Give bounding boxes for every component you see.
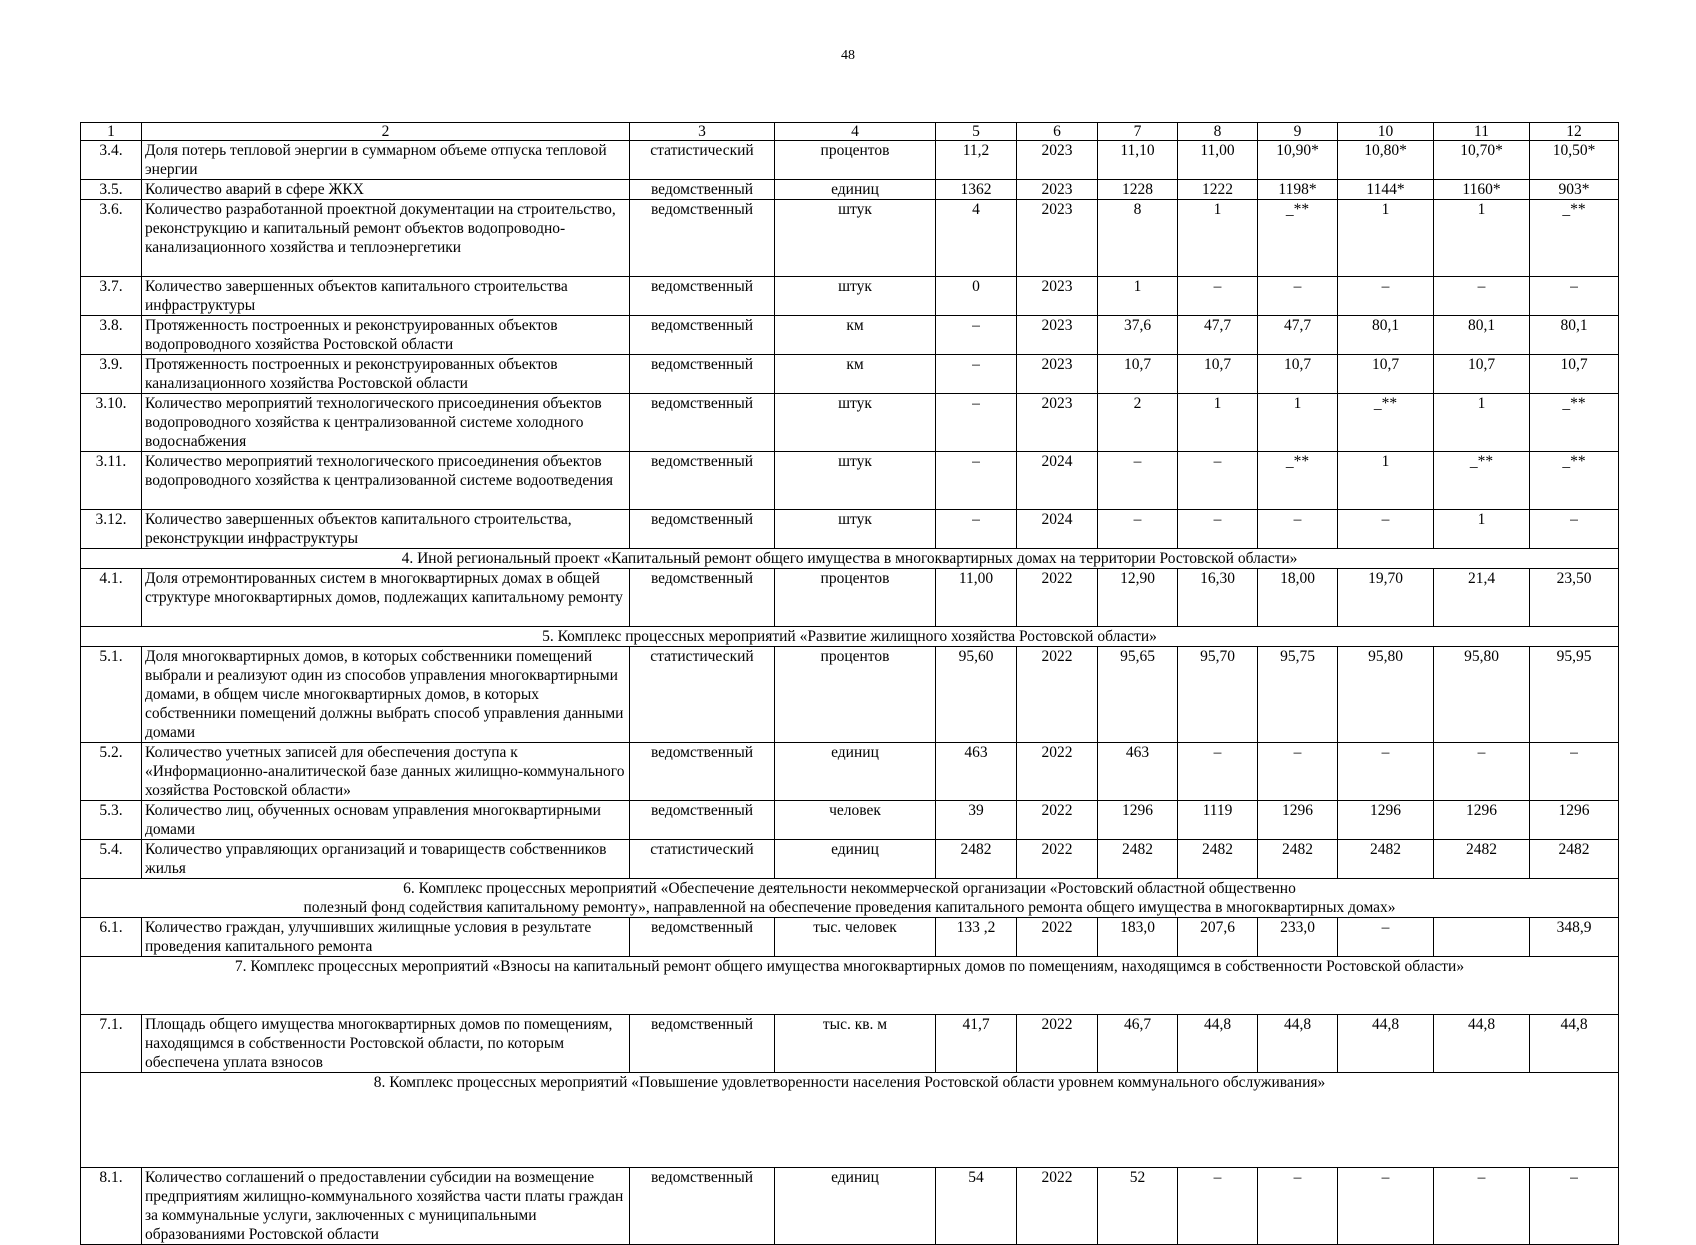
section-title <box>81 879 1619 918</box>
value-col-12-cell: 903* <box>1530 180 1619 200</box>
column-number-header: 9 <box>1258 123 1338 141</box>
base-value-cell: – <box>936 316 1017 355</box>
unit-cell: км <box>775 355 936 394</box>
section-title-line: 6. Комплекс процессных мероприятий «Обеспечение деятельности некоммерческой организации «Ростовский областной общественно <box>403 880 1296 897</box>
indicator-type-cell: статистический <box>630 141 775 180</box>
value-col-12-cell: 80,1 <box>1530 316 1619 355</box>
table-row <box>81 840 1619 879</box>
unit-cell: единиц <box>775 743 936 801</box>
table-row <box>81 452 1619 510</box>
indicator-name-cell: Количество мероприятий технологического присоединения объектов водопроводного хозяйства к централизованной системе холодного водоснабжения <box>142 394 630 452</box>
value-col-11-cell: 2482 <box>1434 840 1530 879</box>
base-year-cell: 2022 <box>1017 801 1098 840</box>
value-col-8-cell: 10,7 <box>1178 355 1258 394</box>
indicator-name-cell: Количество соглашений о предоставлении субсидии на возмещение предприятиям жилищно-коммунального хозяйства части платы граждан за коммунальные услуги, заключенных с муниципальными образованиями Ростовской области <box>142 1168 630 1245</box>
value-col-8-cell: – <box>1178 1168 1258 1245</box>
value-col-9-cell: 44,8 <box>1258 1015 1338 1073</box>
base-year-cell: 2023 <box>1017 394 1098 452</box>
indicator-type-cell: ведомственный <box>630 452 775 510</box>
value-col-9-cell: – <box>1258 1168 1338 1245</box>
value-col-10-cell: _** <box>1338 394 1434 452</box>
value-col-10-cell: – <box>1338 510 1434 549</box>
value-col-7-cell: 2482 <box>1098 840 1178 879</box>
row-number-cell: 3.4. <box>81 141 142 180</box>
value-col-10-cell: 44,8 <box>1338 1015 1434 1073</box>
section-header-row <box>81 549 1619 569</box>
row-number-cell: 8.1. <box>81 1168 142 1245</box>
indicator-name-cell: Количество аварий в сфере ЖКХ <box>142 180 630 200</box>
section-title-line: 8. Комплекс процессных мероприятий «Повышение удовлетворенности населения Ростовской области уровнем коммунального обслуживания» <box>373 1074 1326 1091</box>
unit-cell: штук <box>775 394 936 452</box>
value-col-7-cell: 1228 <box>1098 180 1178 200</box>
indicator-type-cell: ведомственный <box>630 394 775 452</box>
value-col-10-cell: 10,7 <box>1338 355 1434 394</box>
value-col-10-cell: – <box>1338 277 1434 316</box>
value-col-9-cell: 10,7 <box>1258 355 1338 394</box>
value-col-7-cell: 12,90 <box>1098 569 1178 627</box>
table-row <box>81 1015 1619 1073</box>
unit-cell: единиц <box>775 1168 936 1245</box>
value-col-10-cell: – <box>1338 743 1434 801</box>
value-col-11-cell: 10,70* <box>1434 141 1530 180</box>
value-col-9-cell: 233,0 <box>1258 918 1338 957</box>
value-col-8-cell: – <box>1178 452 1258 510</box>
base-year-cell: 2022 <box>1017 647 1098 743</box>
value-col-7-cell: 183,0 <box>1098 918 1178 957</box>
value-col-7-cell: – <box>1098 452 1178 510</box>
column-number-header: 2 <box>142 123 630 141</box>
section-header-row <box>81 957 1619 1015</box>
value-col-7-cell: 11,10 <box>1098 141 1178 180</box>
column-number-header: 3 <box>630 123 775 141</box>
value-col-10-cell: 1296 <box>1338 801 1434 840</box>
value-col-11-cell: – <box>1434 277 1530 316</box>
table-row <box>81 394 1619 452</box>
section-title <box>81 549 1619 569</box>
indicator-type-cell: ведомственный <box>630 316 775 355</box>
row-number-cell: 3.9. <box>81 355 142 394</box>
value-col-7-cell: 10,7 <box>1098 355 1178 394</box>
value-col-8-cell: – <box>1178 277 1258 316</box>
column-number-header: 7 <box>1098 123 1178 141</box>
base-value-cell: 2482 <box>936 840 1017 879</box>
value-col-10-cell: – <box>1338 918 1434 957</box>
base-value-cell: 95,60 <box>936 647 1017 743</box>
section-title <box>81 627 1619 647</box>
value-col-8-cell: 11,00 <box>1178 141 1258 180</box>
row-number-cell: 3.10. <box>81 394 142 452</box>
value-col-8-cell: – <box>1178 510 1258 549</box>
indicator-type-cell: ведомственный <box>630 277 775 316</box>
indicator-type-cell: ведомственный <box>630 1168 775 1245</box>
base-value-cell: 54 <box>936 1168 1017 1245</box>
unit-cell: км <box>775 316 936 355</box>
base-year-cell: 2023 <box>1017 277 1098 316</box>
indicator-type-cell: статистический <box>630 840 775 879</box>
indicator-name-cell: Количество разработанной проектной документации на строительство, реконструкцию и капитальный ремонт объектов водопроводно-канализационного хозяйства и теплоэнергетики <box>142 200 630 277</box>
base-year-cell: 2024 <box>1017 452 1098 510</box>
value-col-9-cell: 47,7 <box>1258 316 1338 355</box>
base-value-cell: 1362 <box>936 180 1017 200</box>
base-value-cell: – <box>936 355 1017 394</box>
base-value-cell: 4 <box>936 200 1017 277</box>
value-col-9-cell: 1198* <box>1258 180 1338 200</box>
base-year-cell: 2022 <box>1017 1168 1098 1245</box>
indicator-name-cell: Количество завершенных объектов капитального строительства, реконструкции инфраструктуры <box>142 510 630 549</box>
base-year-cell: 2023 <box>1017 200 1098 277</box>
indicator-name-cell: Количество лиц, обученных основам управления многоквартирными домами <box>142 801 630 840</box>
indicator-name-cell: Количество завершенных объектов капитального строительства инфраструктуры <box>142 277 630 316</box>
unit-cell: тыс. человек <box>775 918 936 957</box>
value-col-7-cell: 1 <box>1098 277 1178 316</box>
row-number-cell: 5.3. <box>81 801 142 840</box>
base-value-cell: – <box>936 510 1017 549</box>
value-col-12-cell: 44,8 <box>1530 1015 1619 1073</box>
base-year-cell: 2022 <box>1017 1015 1098 1073</box>
section-title <box>81 957 1619 1015</box>
unit-cell: процентов <box>775 647 936 743</box>
value-col-8-cell: 95,70 <box>1178 647 1258 743</box>
table-row <box>81 277 1619 316</box>
value-col-8-cell: 1119 <box>1178 801 1258 840</box>
value-col-11-cell: 21,4 <box>1434 569 1530 627</box>
value-col-10-cell: 2482 <box>1338 840 1434 879</box>
value-col-9-cell: 2482 <box>1258 840 1338 879</box>
value-col-11-cell: 1 <box>1434 510 1530 549</box>
value-col-7-cell: 46,7 <box>1098 1015 1178 1073</box>
indicator-name-cell: Количество учетных записей для обеспечения доступа к «Информационно-аналитической базе данных жилищно-коммунального хозяйства Ростовской области» <box>142 743 630 801</box>
indicator-name-cell: Доля отремонтированных систем в многоквартирных домах в общей структуре многоквартирных домов, подлежащих капитальному ремонту <box>142 569 630 627</box>
table-row <box>81 918 1619 957</box>
value-col-11-cell: 80,1 <box>1434 316 1530 355</box>
value-col-10-cell: 10,80* <box>1338 141 1434 180</box>
value-col-12-cell: 348,9 <box>1530 918 1619 957</box>
value-col-12-cell: 10,50* <box>1530 141 1619 180</box>
unit-cell: процентов <box>775 569 936 627</box>
value-col-9-cell: _** <box>1258 200 1338 277</box>
unit-cell: штук <box>775 200 936 277</box>
value-col-9-cell: 1 <box>1258 394 1338 452</box>
unit-cell: единиц <box>775 840 936 879</box>
section-title <box>81 1073 1619 1168</box>
unit-cell: штук <box>775 510 936 549</box>
indicator-type-cell: ведомственный <box>630 1015 775 1073</box>
row-number-cell: 3.12. <box>81 510 142 549</box>
value-col-12-cell: 1296 <box>1530 801 1619 840</box>
table-row <box>81 200 1619 277</box>
section-title-line: 7. Комплекс процессных мероприятий «Взносы на капитальный ремонт общего имущества многоквартирных домов по помещениям, находящимся в собственности Ростовской области» <box>234 958 1465 975</box>
table-row <box>81 355 1619 394</box>
value-col-11-cell: 1160* <box>1434 180 1530 200</box>
table-row <box>81 743 1619 801</box>
row-number-cell: 3.5. <box>81 180 142 200</box>
value-col-11-cell: 1296 <box>1434 801 1530 840</box>
table-body <box>81 123 1619 1245</box>
row-number-cell: 7.1. <box>81 1015 142 1073</box>
value-col-11-cell: 1 <box>1434 394 1530 452</box>
base-year-cell: 2023 <box>1017 141 1098 180</box>
indicator-name-cell: Количество управляющих организаций и товариществ собственников жилья <box>142 840 630 879</box>
table-row <box>81 647 1619 743</box>
unit-cell: штук <box>775 277 936 316</box>
value-col-12-cell: – <box>1530 277 1619 316</box>
base-value-cell: 41,7 <box>936 1015 1017 1073</box>
value-col-11-cell: 1 <box>1434 200 1530 277</box>
row-number-cell: 3.7. <box>81 277 142 316</box>
section-title-line: полезный фонд содействия капитальному ремонту», направленной на обеспечение проведения капитального ремонта общего имущества в многоквартирных домах» <box>303 899 1396 916</box>
value-col-12-cell: 2482 <box>1530 840 1619 879</box>
value-col-10-cell: 95,80 <box>1338 647 1434 743</box>
indicator-type-cell: ведомственный <box>630 510 775 549</box>
value-col-7-cell: 95,65 <box>1098 647 1178 743</box>
column-number-header: 1 <box>81 123 142 141</box>
value-col-11-cell: 10,7 <box>1434 355 1530 394</box>
value-col-11-cell: – <box>1434 743 1530 801</box>
value-col-11-cell <box>1434 918 1530 957</box>
value-col-9-cell: – <box>1258 277 1338 316</box>
value-col-12-cell: _** <box>1530 452 1619 510</box>
indicator-name-cell: Количество граждан, улучшивших жилищные условия в результате проведения капитального ремонта <box>142 918 630 957</box>
table-row <box>81 180 1619 200</box>
base-value-cell: 39 <box>936 801 1017 840</box>
indicator-name-cell: Протяженность построенных и реконструированных объектов канализационного хозяйства Ростовской области <box>142 355 630 394</box>
value-col-9-cell: 10,90* <box>1258 141 1338 180</box>
base-year-cell: 2023 <box>1017 180 1098 200</box>
value-col-12-cell: 23,50 <box>1530 569 1619 627</box>
indicator-name-cell: Площадь общего имущества многоквартирных домов по помещениям, находящимся в собственности Ростовской области, по которым обеспечена уплата взносов <box>142 1015 630 1073</box>
indicator-type-cell: ведомственный <box>630 355 775 394</box>
unit-cell: процентов <box>775 141 936 180</box>
value-col-9-cell: 1296 <box>1258 801 1338 840</box>
value-col-10-cell: 19,70 <box>1338 569 1434 627</box>
value-col-8-cell: 1 <box>1178 200 1258 277</box>
table-row <box>81 316 1619 355</box>
value-col-10-cell: 1144* <box>1338 180 1434 200</box>
value-col-7-cell: 463 <box>1098 743 1178 801</box>
row-number-cell: 3.8. <box>81 316 142 355</box>
section-header-row <box>81 879 1619 918</box>
value-col-8-cell: 44,8 <box>1178 1015 1258 1073</box>
value-col-11-cell: 44,8 <box>1434 1015 1530 1073</box>
value-col-11-cell: 95,80 <box>1434 647 1530 743</box>
base-value-cell: 0 <box>936 277 1017 316</box>
value-col-7-cell: – <box>1098 510 1178 549</box>
value-col-12-cell: – <box>1530 743 1619 801</box>
value-col-10-cell: 80,1 <box>1338 316 1434 355</box>
table-row <box>81 141 1619 180</box>
row-number-cell: 5.1. <box>81 647 142 743</box>
column-number-header: 11 <box>1434 123 1530 141</box>
value-col-8-cell: 16,30 <box>1178 569 1258 627</box>
value-col-8-cell: 2482 <box>1178 840 1258 879</box>
value-col-12-cell: – <box>1530 510 1619 549</box>
value-col-8-cell: 207,6 <box>1178 918 1258 957</box>
value-col-11-cell: – <box>1434 1168 1530 1245</box>
base-value-cell: 133 ,2 <box>936 918 1017 957</box>
row-number-cell: 6.1. <box>81 918 142 957</box>
base-value-cell: 11,00 <box>936 569 1017 627</box>
page-number: 48 <box>841 48 855 63</box>
value-col-7-cell: 1296 <box>1098 801 1178 840</box>
column-number-header: 6 <box>1017 123 1098 141</box>
column-number-header: 5 <box>936 123 1017 141</box>
indicator-name-cell: Доля потерь тепловой энергии в суммарном объеме отпуска тепловой энергии <box>142 141 630 180</box>
base-value-cell: 463 <box>936 743 1017 801</box>
table-row <box>81 1168 1619 1245</box>
value-col-7-cell: 2 <box>1098 394 1178 452</box>
row-number-cell: 3.11. <box>81 452 142 510</box>
indicator-type-cell: ведомственный <box>630 200 775 277</box>
section-title-line: 5. Комплекс процессных мероприятий «Развитие жилищного хозяйства Ростовской области» <box>542 628 1157 645</box>
value-col-11-cell: _** <box>1434 452 1530 510</box>
row-number-cell: 4.1. <box>81 569 142 627</box>
section-header-row <box>81 1073 1619 1168</box>
value-col-9-cell: – <box>1258 510 1338 549</box>
base-year-cell: 2022 <box>1017 840 1098 879</box>
indicator-name-cell: Доля многоквартирных домов, в которых собственники помещений выбрали и реализуют один из способов управления многоквартирными домами, в общем числе многоквартирных домов, в которых собственники помещений должны выбрать способ управления данными домами <box>142 647 630 743</box>
base-year-cell: 2024 <box>1017 510 1098 549</box>
value-col-8-cell: 1 <box>1178 394 1258 452</box>
base-year-cell: 2023 <box>1017 355 1098 394</box>
row-number-cell: 5.2. <box>81 743 142 801</box>
unit-cell: тыс. кв. м <box>775 1015 936 1073</box>
value-col-7-cell: 37,6 <box>1098 316 1178 355</box>
row-number-cell: 3.6. <box>81 200 142 277</box>
indicator-type-cell: ведомственный <box>630 801 775 840</box>
base-value-cell: 11,2 <box>936 141 1017 180</box>
indicator-name-cell: Протяженность построенных и реконструированных объектов водопроводного хозяйства Ростовской области <box>142 316 630 355</box>
value-col-12-cell: _** <box>1530 394 1619 452</box>
header-row <box>81 123 1619 141</box>
value-col-9-cell: _** <box>1258 452 1338 510</box>
base-year-cell: 2022 <box>1017 918 1098 957</box>
column-number-header: 4 <box>775 123 936 141</box>
section-header-row <box>81 627 1619 647</box>
value-col-12-cell: 95,95 <box>1530 647 1619 743</box>
indicator-type-cell: ведомственный <box>630 569 775 627</box>
value-col-12-cell: – <box>1530 1168 1619 1245</box>
value-col-10-cell: – <box>1338 1168 1434 1245</box>
row-number-cell: 5.4. <box>81 840 142 879</box>
section-title-line: 4. Иной региональный проект «Капитальный ремонт общего имущества в многоквартирных домах на территории Ростовской области» <box>401 550 1298 567</box>
table-row <box>81 510 1619 549</box>
base-value-cell: – <box>936 452 1017 510</box>
indicators-table <box>80 122 1619 1245</box>
table-row <box>81 569 1619 627</box>
indicator-name-cell: Количество мероприятий технологического присоединения объектов водопроводного хозяйства к централизованной системе водоотведения <box>142 452 630 510</box>
indicator-type-cell: ведомственный <box>630 743 775 801</box>
base-year-cell: 2023 <box>1017 316 1098 355</box>
column-number-header: 10 <box>1338 123 1434 141</box>
table-row <box>81 801 1619 840</box>
column-number-header: 12 <box>1530 123 1619 141</box>
base-year-cell: 2022 <box>1017 743 1098 801</box>
value-col-9-cell: 95,75 <box>1258 647 1338 743</box>
base-value-cell: – <box>936 394 1017 452</box>
unit-cell: штук <box>775 452 936 510</box>
value-col-8-cell: 1222 <box>1178 180 1258 200</box>
unit-cell: человек <box>775 801 936 840</box>
indicator-type-cell: ведомственный <box>630 180 775 200</box>
value-col-9-cell: 18,00 <box>1258 569 1338 627</box>
value-col-12-cell: _** <box>1530 200 1619 277</box>
value-col-9-cell: – <box>1258 743 1338 801</box>
value-col-10-cell: 1 <box>1338 200 1434 277</box>
value-col-12-cell: 10,7 <box>1530 355 1619 394</box>
value-col-7-cell: 52 <box>1098 1168 1178 1245</box>
indicator-type-cell: ведомственный <box>630 918 775 957</box>
value-col-8-cell: 47,7 <box>1178 316 1258 355</box>
indicator-type-cell: статистический <box>630 647 775 743</box>
column-number-header: 8 <box>1178 123 1258 141</box>
value-col-8-cell: – <box>1178 743 1258 801</box>
value-col-7-cell: 8 <box>1098 200 1178 277</box>
unit-cell: единиц <box>775 180 936 200</box>
base-year-cell: 2022 <box>1017 569 1098 627</box>
value-col-10-cell: 1 <box>1338 452 1434 510</box>
